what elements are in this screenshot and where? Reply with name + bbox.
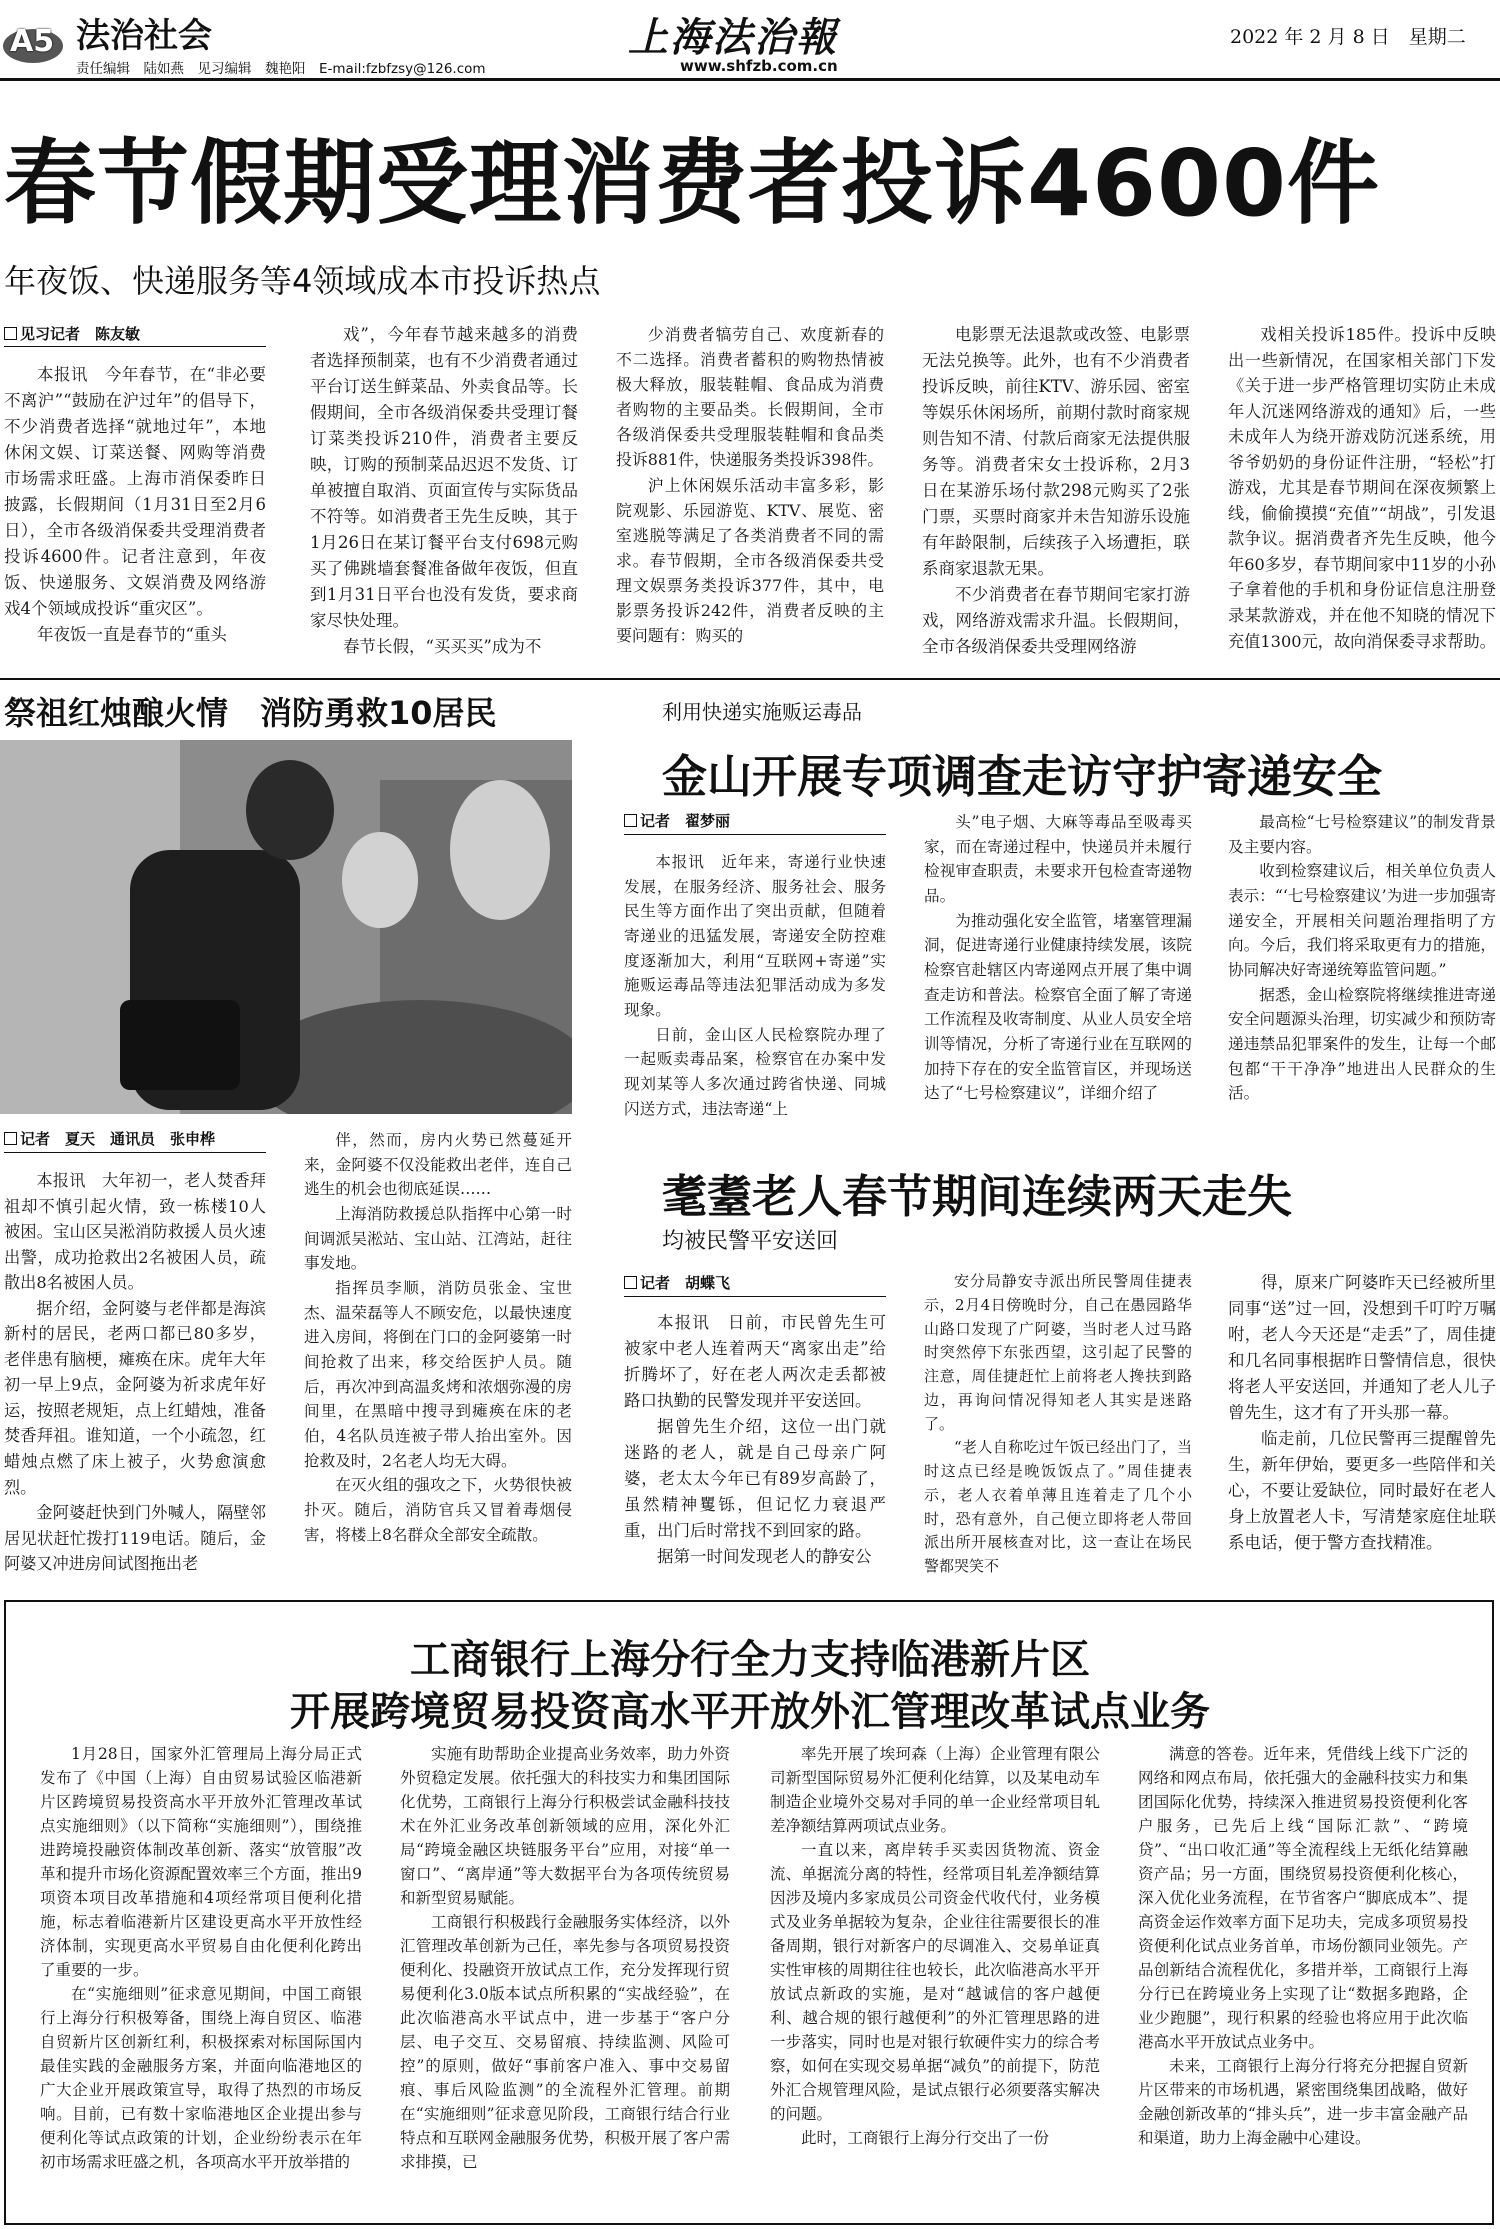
story3-col3	[1228, 810, 1496, 1120]
story3-headline: 金山开展专项调查走访守护寄递安全	[662, 750, 1383, 803]
story4-byline	[624, 1272, 730, 1293]
byline-box-icon	[4, 1132, 17, 1145]
paragraph: 在灭火组的强攻之下，火势很快被扑灭。随后，消防官兵又冒着毒烟侵害，将楼上8名群众全部安全疏散。	[304, 1476, 572, 1544]
paragraph: 满意的答卷。近年来，凭借线上线下广泛的网络和网点布局，依托强大的金融科技实力和集团国际化优势，持续深入推进贸易投资便利化客户服务，已先后上线“国际汇款”、“跨境贷”、“出口收汇通”等全流程线上无纸化结算融资产品；另一方面，围绕贸易投资便利化核心，深入优化业务流程，在节省客户“脚底成本”、提高资金运作效率方面下足功夫，完成多项贸易投资便利化试点业务首单，市场份额同业领先。产品创新结合流程优化，多措并举，工商银行上海分行已在跨境业务上实现了让“数据多跑路，企业少跑腿”，现行积累的经验也将应用于此次临港高水平开放试点业务中。	[1138, 1745, 1468, 2051]
paragraph: 得，原来广阿婆昨天已经被所里同事“送”过一回，没想到千叮咛万嘱咐，老人今天还是“走丢”了，周佳捷和几名同事根据昨日警情信息，很快将老人平安送回，并通知了老人儿子曾先生，这才有了开头那一幕。	[1228, 1273, 1496, 1422]
byline-box-icon	[624, 814, 637, 827]
section-title: 法治社会	[76, 16, 212, 56]
story2-byline	[4, 1128, 215, 1149]
story5-col2-text	[400, 1742, 730, 2174]
story1-subhead: 年夜饭、快递服务等4领域成本市投诉热点	[4, 262, 601, 300]
story1-byline-rule	[4, 346, 266, 347]
story3-byline-text: 记者 翟梦丽	[640, 812, 731, 830]
paragraph: 安分局静安寺派出所民警周佳捷表示，2月4日傍晚时分，自己在愚园路华山路口发现了广阿婆，当时老人过马路时突然停下东张西望，这引起了民警的注意，周佳捷赶忙上前将老人搀扶到路边，再询问情况得知老人其实是迷路了。	[924, 1272, 1192, 1433]
paragraph: 据悉，金山检察院将继续推进寄递安全问题源头治理，切实减少和预防寄递违禁品犯罪案件的发生，让每一个邮包都“干干净净”地进出人民群众的生活。	[1228, 985, 1496, 1103]
fire-rescue-photo	[0, 740, 572, 1114]
paragraph: 指挥员李顺，消防员张金、宝世杰、温荣磊等人不顾安危，以最快速度进入房间，将倒在门口的金阿婆第一时间抢救了出来，移交给医护人员。随后，再次冲到高温炙烤和浓烟弥漫的房间里，在黑暗中搜寻到瘫痪在床的老伯，4名队员连被子带人抬出室外。因抢救及时，2名老人均无大碍。	[304, 1278, 572, 1470]
paragraph: 本报讯 今年春节，在“非必要不离沪”“鼓励在沪过年”的倡导下，不少消费者选择“就地过年”，本地休闲文娱、订菜送餐、网购等消费市场需求旺盛。上海市消保委昨日披露，长假期间（1月31日至2月6日），全市各级消保委共受理消费者投诉4600件。记者注意到，年夜饭、快递服务、文娱消费及网络游戏4个领域成投诉“重灾区”。	[4, 365, 266, 618]
paragraph: 为推动强化安全监管，堵塞管理漏洞，促进寄递行业健康持续发展，该院检察官赴辖区内寄递网点开展了集中调查走访和普法。检察官全面了解了寄递工作流程及收寄制度、从业人员安全培训等情况，分析了寄递行业在互联网的加持下存在的安全监管盲区，并现场送达了“七号检察建议”，详细介绍了	[924, 911, 1192, 1103]
paragraph: 上海消防救援总队指挥中心第一时间调派吴淞站、宝山站、江湾站，赶往事发地。	[304, 1204, 572, 1273]
story3-col3-text	[1228, 810, 1496, 1106]
story2-headline: 祭祖红烛酿火情 消防勇救10居民	[4, 694, 497, 732]
paragraph: 金阿婆赶快到门外喊人，隔壁邻居见状赶忙拨打119电话。随后，金阿婆又冲进房间试图拖出老	[4, 1503, 266, 1574]
story2-col2-text	[304, 1128, 572, 1547]
story4-col2-text	[924, 1270, 1192, 1579]
page-number-badge	[2, 14, 64, 66]
paragraph: 沪上休闲娱乐活动丰富多彩，影院观影、乐园游览、KTV、展览、密室逃脱等满足了各类消费者不同的需求。春节假期，全市各级消保委共受理文娱票务类投诉377件，其中，电影票务投诉242件，消费者反映的主要问题有：购买的	[616, 475, 884, 646]
byline-box-icon	[624, 1276, 637, 1289]
story1-col1	[4, 362, 266, 672]
paragraph: 本报讯 近年来，寄递行业快速发展，在服务经济、服务社会、服务民生等方面作出了突出贡献，但随着寄递业的迅猛发展，寄递安全防控难度逐渐加大，利用“互联网+寄递”实施贩运毒品等违法犯罪活动成为多发现象。	[624, 853, 886, 1019]
paragraph: 年夜饭一直是春节的“重头	[37, 625, 227, 644]
editors-line: 责任编辑 陆如燕 见习编辑 魏艳阳 E-mail:fzbfzsy@126.com	[76, 61, 486, 77]
story1-col5-text	[1228, 322, 1496, 654]
story3-col2	[924, 810, 1192, 1120]
story5-col1	[40, 1742, 362, 2212]
story5-headline-line1: 工商银行上海分行全力支持临港新片区	[410, 1637, 1090, 1683]
story4-col2	[924, 1270, 1192, 1580]
issue-date: 2022 年 2 月 8 日 星期二	[1230, 26, 1466, 48]
masthead-rule	[0, 78, 1500, 81]
story5-col2	[400, 1742, 730, 2212]
story3-byline	[624, 810, 730, 831]
website-url: www.shfzb.com.cn	[680, 57, 838, 75]
paragraph: “老人自称吃过午饭已经出门了，当时这点已经是晚饭饭点了。”周佳捷表示，老人衣着单薄且连着走了几个小时，恐有意外，自己便立即将老人带回派出所开展核查对比，这一查让在场民警都哭笑不	[924, 1438, 1192, 1575]
paragraph: 此时，工商银行上海分行交出了一份	[801, 2129, 1050, 2147]
paragraph: 据介绍，金阿婆与老伴都是海滨新村的居民，老两口都已80多岁，老伴患有脑梗，瘫痪在床。虎年大年初一早上9点，金阿婆为祈求虎年好运，按照老规矩，点上红蜡烛，准备焚香拜祖。谁知道，一个小疏忽，红蜡烛点燃了床上被子，火势愈演愈烈。	[4, 1298, 266, 1497]
story3-col1	[624, 850, 886, 1120]
story1-col1-text	[4, 362, 266, 648]
paragraph: 收到检察建议后，相关单位负责人表示：“‘七号检察建议’为进一步加强寄递安全，开展相关问题治理指明了方向。今后，我们将采取更有力的措施，协同解决好寄递统筹监管问题。”	[1228, 862, 1496, 979]
story1-byline	[4, 323, 140, 344]
paragraph: 不少消费者在春节期间宅家打游戏，网络游戏需求升温。长假期间，全市各级消保委共受理网络游	[922, 585, 1190, 656]
paragraph: 最高检“七号检察建议”的制发背景及主要内容。	[1228, 813, 1496, 856]
paragraph: 头”电子烟、大麻等毒品至吸毒买家，而在寄递过程中，快递员并未履行检视审查职责，未要求开包检查寄递物品。	[924, 813, 1192, 905]
paragraph: 少消费者犒劳自己、欢度新春的不二选择。消费者蓄积的购物热情被极大释放，服装鞋帽、食品成为消费者购物的主要品类。长假期间，全市各级消保委共受理服装鞋帽和食品类投诉881件，快递服务类投诉398件。	[616, 325, 884, 470]
paragraph: 戏”，今年春节越来越多的消费者选择预制菜，也有不少消费者通过平台订送生鲜菜品、外卖食品等。长假期间，全市各级消保委共受理订餐订菜类投诉210件，消费者主要反映，订购的预制菜品迟迟不发货、订单被擅自取消、页面宣传与实际货品不符等。如消费者王先生反映，其于1月26日在某订餐平台支付698元购买了佛跳墙套餐准备做年夜饭，但直到1月31日平台也没有发货，要求商家尽快处理。	[310, 325, 578, 630]
story1-col2-text	[310, 322, 578, 660]
paragraph: 据第一时间发现老人的静安公	[657, 1547, 872, 1566]
story4-col1	[624, 1310, 886, 1580]
paragraph: 据曾先生介绍，这位一出门就迷路的老人，就是自己母亲广阿婆，老太太今年已有89岁高龄了，虽然精神矍铄，但记忆力衰退严重，出门后时常找不到回家的路。	[624, 1417, 886, 1540]
paragraph: 伴，然而，房内火势已然蔓延开来，金阿婆不仅没能救出老伴，连自己逃生的机会也彻底延误……	[304, 1131, 572, 1199]
byline-box-icon	[4, 327, 17, 340]
story1-col4-text	[922, 322, 1190, 660]
story3-byline-rule	[624, 834, 886, 835]
page-number: A5	[10, 24, 55, 59]
story1-col3	[616, 322, 884, 672]
story4-col3-text	[1228, 1270, 1496, 1556]
paragraph: 1月28日，国家外汇管理局上海分局正式发布了《中国（上海）自由贸易试验区临港新片区跨境贸易投资高水平开放外汇管理改革试点实施细则》（以下简称“实施细则”），围绕推进跨境投融资体制改革创新、落实“放管服”改革和提升市场化资源配置效率三个方面，推出9项资本项目改革措施和4项经常项目便利化措施，标志着临港新片区建设更高水平开放性经济体制，实现更高水平贸易自由化便利化跨出了重要的一步。	[40, 1745, 362, 1979]
paragraph: 一直以来，离岸转手买卖因货物流、资金流、单据流分离的特性，经常项目轧差净额结算因涉及境内多家成员公司资金代收代付，业务模式及业务单据较为复杂，企业往往需要很长的准备周期，银行对新客户的尽调准入、交易单证真实性审核的周期往往也较长，此次临港高水平开放试点新政的实施，是对“越诚信的客户越便利、越合规的银行越便利”的外汇管理思路的进一步落实，同时也是对银行软硬件实力的综合考察，如何在实现交易单据“减负”的前提下，防范外汇合规管理风险，是试点银行必须要落实解决的问题。	[770, 1841, 1100, 2123]
paragraph: 实施有助帮助企业提高业务效率，助力外资外贸稳定发展。依托强大的科技实力和集团国际化优势，工商银行上海分行积极尝试金融科技技术在外汇业务改革创新领域的应用，深化外汇局“跨境金融区块链服务平台”应用，对接“单一窗口”、“离岸通”等大数据平台为各项传统贸易和新型贸易赋能。	[400, 1745, 730, 1907]
story2-col1	[4, 1168, 266, 1578]
story5-col1-text	[40, 1742, 362, 2174]
paragraph: 工商银行积极践行金融服务实体经济，以外汇管理改革创新为己任，率先参与各项贸易投资便利化、投融资开放试点工作，充分发挥现行贸易便利化3.0版本试点所积累的“实战经验”，在此次临港高水平试点中，进一步基于“客户分层、电子交互、交易留痕、持续监测、风险可控”的原则，做好“事前客户准入、事中交易留痕、事后风险监测”的全流程外汇管理。前期在“实施细则”征求意见阶段，工商银行结合行业特点和互联网金融服务优势，积极开展了客户需求排摸，已	[400, 1913, 730, 2171]
story2-col1-text	[4, 1168, 266, 1577]
paragraph: 戏相关投诉185件。投诉中反映出一些新情况，在国家相关部门下发《关于进一步严格管理切实防止未成年人沉迷网络游戏的通知》后，一些未成年人为绕开游戏防沉迷系统，用爷爷奶奶的身份证件注册，“轻松”打游戏，尤其是春节期间在深夜频繁上线，偷偷摸摸“充值”“胡战”，引发退款争议。据消费者齐先生反映，他今年60多岁，春节期间家中11岁的小孙子拿着他的手机和身份证信息注册登录某款游戏，并在他不知晓的情况下充值1300元，故向消保委寻求帮助。	[1228, 325, 1496, 651]
story2-byline-rule	[4, 1152, 266, 1153]
story1-col4	[922, 322, 1190, 672]
paragraph: 率先开展了埃珂森（上海）企业管理有限公司新型国际贸易外汇便利化结算，以及某电动车制造企业境外交易对手同的单一企业经常项目轧差净额结算两项试点业务。	[770, 1745, 1100, 1835]
paragraph: 未来，工商银行上海分行将充分把握自贸新片区带来的市场机遇，紧密围绕集团战略，做好金融创新改革的“排头兵”，进一步丰富金融产品和渠道，助力上海金融中心建设。	[1138, 2057, 1468, 2147]
paragraph: 临走前，几位民警再三提醒曾先生，新年伊始，要更多一些陪伴和关心，不要让爱缺位，同时最好在老人身上放置老人卡，写清楚家庭住址联系电话，便于警方查找精准。	[1228, 1429, 1496, 1552]
photo-figures	[0, 740, 572, 1114]
story2-byline-text: 记者 夏天 通讯员 张申桦	[20, 1130, 216, 1148]
story4-col1-text	[624, 1310, 886, 1570]
story1-byline-text: 见习记者 陈友敏	[20, 325, 141, 343]
story2-col2	[304, 1128, 572, 1578]
story1-headline: 春节假期受理消费者投诉4600件	[4, 130, 1381, 237]
story5-col3	[770, 1742, 1100, 2212]
story4-subhead: 均被民警平安送回	[662, 1229, 839, 1254]
story4-byline-text: 记者 胡蝶飞	[640, 1274, 731, 1292]
story4-byline-rule	[624, 1296, 886, 1297]
paragraph: 春节长假，“买买买”成为不	[343, 637, 542, 656]
story5-col4	[1138, 1742, 1468, 2212]
paragraph: 在“实施细则”征求意见期间，中国工商银行上海分行积极筹备，围绕上海自贸区、临港自贸新片区创新红利，积极探索对标国际国内最佳实践的金融服务方案，并面向临港地区的广大企业开展政策宣导，取得了热烈的市场反响。目前，已有数十家临港地区企业提出参与便利化等试点政策的计划，企业纷纷表示在年初市场需求旺盛之机，各项高水平开放举措的	[40, 1985, 362, 2171]
story1-bottom-rule	[0, 678, 1500, 680]
paragraph: 本报讯 大年初一，老人焚香拜祖却不慎引起火情，致一栋楼10人被困。宝山区吴淞消防救援人员火速出警，成功抢救出2名被困人员，疏散出8名被困人员。	[4, 1171, 266, 1293]
paragraph: 日前，金山区人民检察院办理了一起贩卖毒品案，检察官在办案中发现刘某等人多次通过跨省快递、同城闪送方式，违法寄递“上	[624, 1025, 886, 1118]
story1-col2	[310, 322, 578, 672]
story5-col4-text	[1138, 1742, 1468, 2150]
story1-col5	[1228, 322, 1496, 672]
story5-col3-text	[770, 1742, 1100, 2150]
story4-headline: 耄耋老人春节期间连续两天走失	[662, 1170, 1293, 1223]
paper-name-logo: 上海法治報	[628, 14, 838, 61]
story3-col1-text	[624, 850, 886, 1120]
story3-kicker: 利用快递实施贩运毒品	[662, 700, 862, 724]
story3-col2-text	[924, 810, 1192, 1106]
story1-col3-text	[616, 322, 884, 648]
story5-headline-line2: 开展跨境贸易投资高水平开放外汇管理改革试点业务	[290, 1689, 1210, 1735]
paragraph: 电影票无法退款或改签、电影票无法兑换等。此外，也有不少消费者投诉反映，前往KTV、游乐园、密室等娱乐休闲场所，前期付款时商家规则告知不清、付款后商家无法提供服务等。消费者宋女士投诉称，2月3日在某游乐场付款298元购买了2张门票，买票时商家并未告知游乐设施有年龄限制，后续孩子入场遭拒，联系商家退款无果。	[922, 325, 1190, 578]
paragraph: 本报讯 日前，市民曾先生可被家中老人连着两天“离家出走”给折腾坏了，好在老人两次走丢都被路口执勤的民警发现并平安送回。	[624, 1313, 886, 1410]
story4-col3	[1228, 1270, 1496, 1580]
